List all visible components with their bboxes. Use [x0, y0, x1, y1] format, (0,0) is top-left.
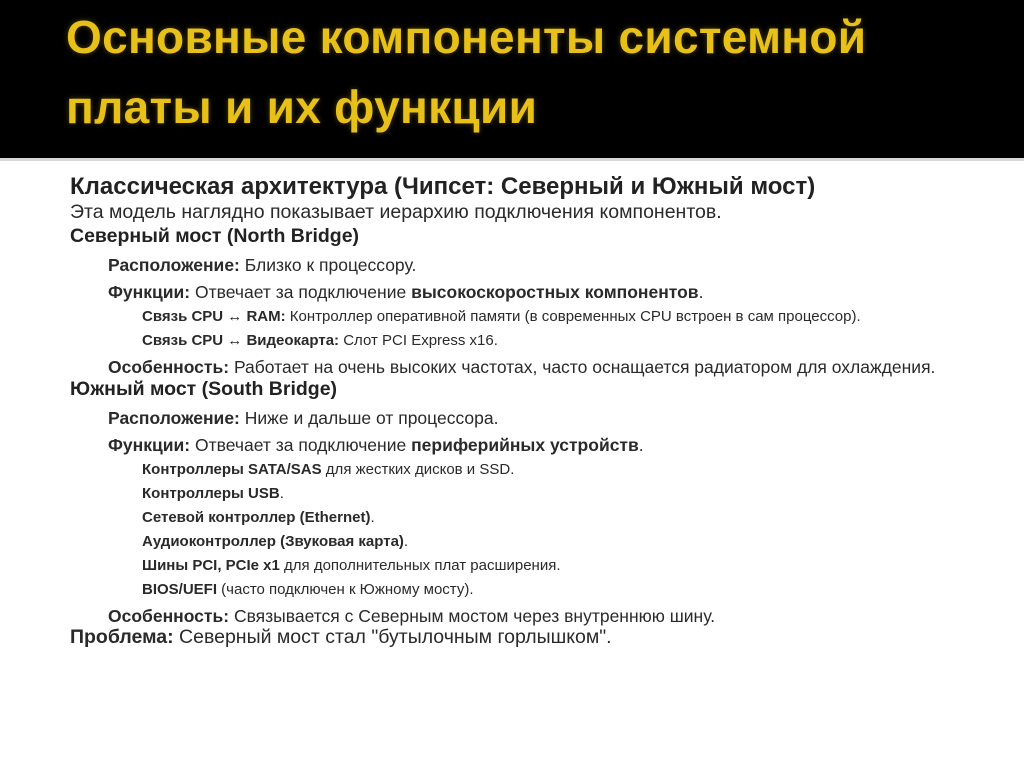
south-bridge-title: Южный мост (South Bridge): [70, 378, 338, 400]
south-functions-bold: периферийных устройств: [411, 435, 639, 455]
south-item-bold: Контроллеры USB: [142, 485, 280, 502]
south-item: [142, 532, 970, 551]
south-item-text: (часто подключен к Южному мосту).: [217, 581, 474, 598]
north-cpu-ram-label: Связь CPU ↔ RAM:: [142, 308, 286, 325]
problem-line: [70, 626, 970, 649]
south-feature-text: Связывается с Северным мостом через внутреннюю шину.: [229, 606, 716, 626]
north-cpu-gpu-label: Связь CPU ↔ Видеокарта:: [142, 332, 340, 349]
south-functions-label: Функции:: [108, 435, 191, 455]
north-functions-end: .: [698, 282, 704, 302]
south-item: [142, 484, 970, 503]
north-cpu-ram: [142, 307, 970, 326]
south-item-bold: Сетевой контроллер (Ethernet): [142, 509, 371, 526]
south-item-text: для дополнительных плат расширения.: [279, 557, 561, 574]
north-functions-label: Функции:: [108, 282, 191, 302]
north-functions-bold: высокоскоростных компонентов: [411, 282, 699, 302]
south-location-text: Ниже и дальше от процессора.: [239, 408, 499, 428]
problem-label: Проблема:: [70, 626, 174, 648]
south-item: [142, 460, 970, 479]
south-functions-text: Отвечает за подключение: [190, 435, 412, 455]
south-item: [142, 556, 970, 575]
north-functions-text: Отвечает за подключение: [190, 282, 412, 302]
south-item: [142, 508, 970, 527]
north-feature-label: Особенность:: [108, 357, 230, 377]
intro-text: Эта модель наглядно показывает иерархию подключения компонентов.: [70, 201, 722, 223]
south-location-label: Расположение:: [108, 408, 240, 428]
north-cpu-gpu: [142, 331, 970, 350]
problem-text: Северный мост стал "бутылочным горлышком".: [173, 626, 612, 648]
north-feature: [108, 357, 970, 377]
south-item-bold: BIOS/UEFI: [142, 581, 218, 598]
architecture-heading: Классическая архитектура (Чипсет: Северный и Южный мост): [70, 173, 816, 200]
south-item-bold: Шины PCI, PCIe x1: [142, 557, 280, 574]
south-item-bold: Контроллеры SATA/SAS: [142, 461, 322, 478]
slide-content: [70, 172, 970, 649]
title-band: [0, 0, 1024, 161]
south-item-text: .: [370, 509, 375, 526]
slide-title: Основные компоненты системной платы и их функции: [66, 11, 867, 133]
south-item-text: .: [403, 533, 409, 550]
south-functions: [108, 435, 970, 455]
south-location: [108, 408, 970, 428]
north-bridge-title: Северный мост (North Bridge): [70, 225, 360, 247]
north-cpu-gpu-text: Слот PCI Express x16.: [339, 332, 498, 349]
north-feature-text: Работает на очень высоких частотах, часто оснащается радиатором для охлаждения.: [229, 357, 936, 377]
south-item: [142, 580, 970, 599]
north-cpu-ram-text: Контроллер оперативной памяти (в современных CPU встроен в сам процессор).: [285, 308, 861, 325]
north-location-text: Близко к процессору.: [239, 255, 417, 275]
south-feature-label: Особенность:: [108, 606, 230, 626]
south-item-bold: Аудиоконтроллер (Звуковая карта): [142, 533, 404, 550]
south-functions-end: .: [638, 435, 644, 455]
north-location: [108, 255, 970, 275]
south-item-text: для жестких дисков и SSD.: [321, 461, 515, 478]
north-location-label: Расположение:: [108, 255, 240, 275]
south-item-text: .: [279, 485, 284, 502]
south-feature: [108, 606, 970, 626]
north-functions: [108, 282, 970, 302]
